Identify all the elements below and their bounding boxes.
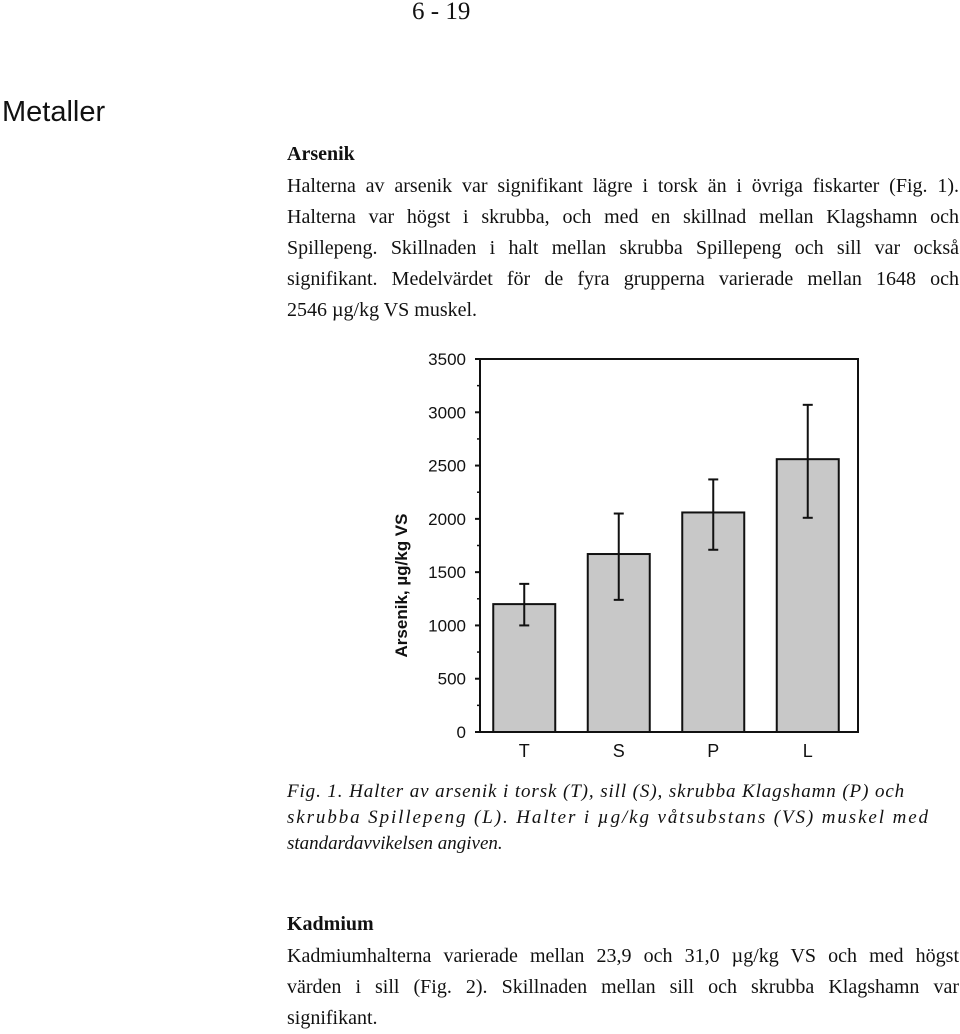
- caption-line: standardavvikelsen angiven.: [287, 833, 503, 854]
- y-tick-label: 2000: [428, 509, 466, 529]
- x-tick-label: T: [518, 741, 530, 761]
- kadmium-paragraph: [287, 941, 959, 1034]
- arsenik-line: Spillepeng. Skillnaden i halt mellan skrubba Spillepeng och sill var också: [287, 237, 959, 259]
- caption-line: Fig. 1. Halter av arsenik i torsk (T), sill (S), skrubba Klagshamn (P) och: [287, 781, 906, 802]
- arsenik-line: Halterna var högst i skrubba, och med en skillnad mellan Klagshamn och: [287, 206, 959, 228]
- y-tick-label: 1500: [428, 563, 466, 583]
- y-tick-label: 0: [456, 723, 466, 742]
- x-tick-label: S: [612, 741, 625, 761]
- y-tick-label: 1000: [428, 616, 466, 636]
- y-tick-label: 2500: [428, 456, 466, 476]
- x-tick-label: P: [707, 741, 720, 761]
- arsenik-line: Halterna av arsenik var signifikant lägre i torsk än i övriga fiskarter (Fig. 1).: [287, 175, 959, 197]
- arsenik-line: signifikant. Medelvärdet för de fyra grupperna varierade mellan 1648 och: [287, 268, 959, 290]
- figure-caption: [287, 779, 959, 857]
- page-number: 6 - 19: [412, 0, 471, 25]
- y-tick-label: 500: [437, 669, 466, 689]
- caption-line: skrubba Spillepeng (L). Halter i µg/kg våtsubstans (VS) muskel med: [287, 807, 930, 828]
- arsenik-line: 2546 µg/kg VS muskel.: [287, 299, 478, 321]
- y-tick-label: 3500: [428, 350, 466, 369]
- kadmium-line: värden i sill (Fig. 2). Skillnaden mellan sill och skrubba Klagshamn var: [287, 976, 959, 998]
- kadmium-heading: Kadmium: [287, 913, 374, 935]
- section-title: Metaller: [2, 96, 106, 128]
- arsenik-paragraph: [287, 171, 959, 326]
- arsenik-bar-chart: [370, 340, 890, 770]
- kadmium-line: Kadmiumhalterna varierade mellan 23,9 och 31,0 µg/kg VS och med högst: [287, 945, 959, 967]
- arsenik-heading: Arsenik: [287, 143, 355, 165]
- x-tick-label: L: [802, 741, 813, 761]
- kadmium-line: signifikant.: [287, 1007, 378, 1029]
- y-axis-label: Arsenik, µg/kg VS: [392, 513, 411, 658]
- y-tick-label: 3000: [428, 403, 466, 423]
